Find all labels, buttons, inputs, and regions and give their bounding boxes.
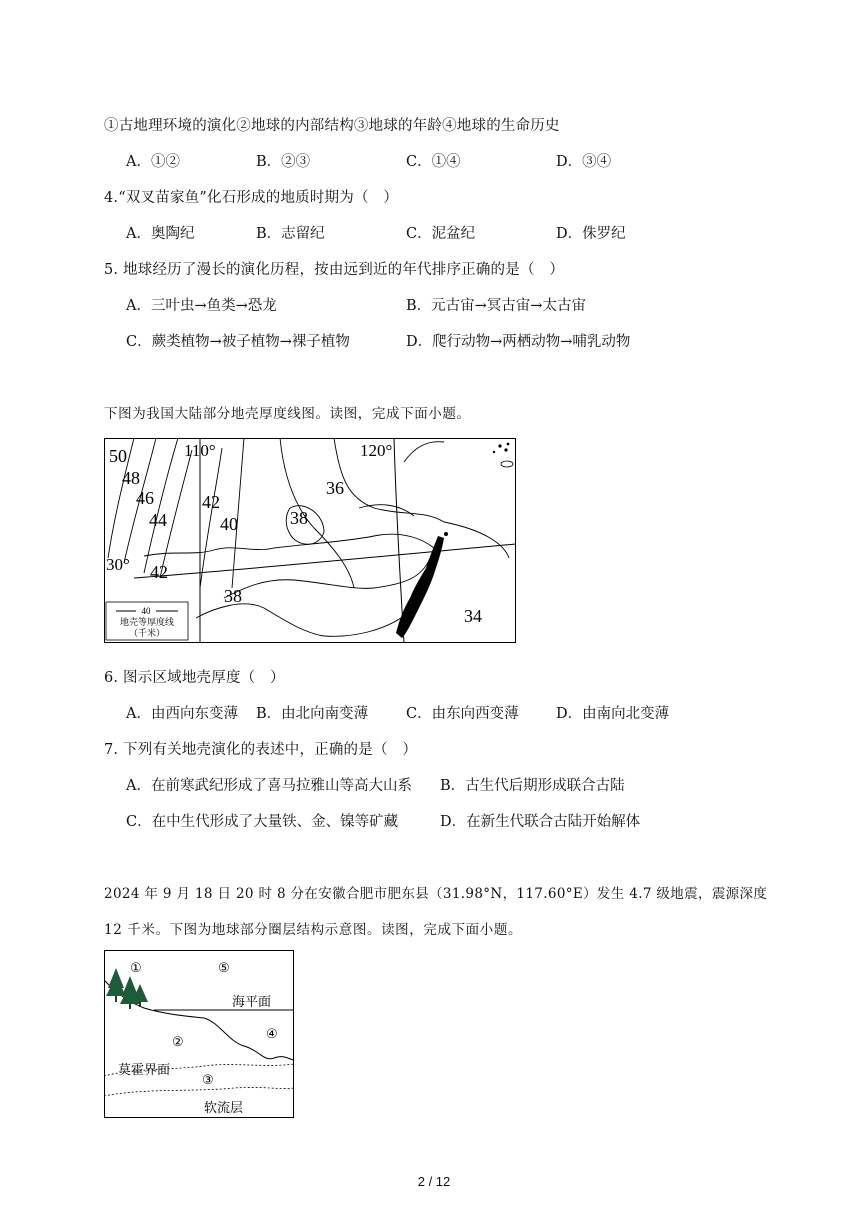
quake-intro-line1: 2024 年 9 月 18 日 20 时 8 分在安徽合肥市肥东县（31.98°N，117.60°E）发生 4.7 级地震，震源深度	[104, 886, 768, 902]
contour-label: 50	[109, 446, 127, 466]
q5-option-c: C．蕨类植物→被子植物→裸子植物	[126, 334, 350, 350]
q5-option-a: A．三叶虫→鱼类→恐龙	[126, 298, 277, 314]
q6-option-a: A．由西向东变薄	[126, 706, 238, 722]
q4-option-c: C．泥盆纪	[406, 226, 476, 242]
q3-stem: ①古地理环境的演化②地球的内部结构③地球的年龄④地球的生命历史	[104, 118, 560, 134]
contour-label: 34	[464, 606, 482, 626]
map-legend	[106, 602, 188, 640]
q4-stem: 4.“双叉苗家鱼”化石形成的地质时期为（ ）	[104, 190, 399, 206]
contour-label: 44	[149, 510, 167, 530]
contour-label: 42	[202, 492, 220, 512]
q3-option-b: B．②③	[256, 154, 311, 170]
q4-option-b: B．志留纪	[256, 226, 325, 242]
sea-level-label: 海平面	[232, 994, 272, 1009]
earth-layers-diagram	[104, 950, 294, 1118]
q6-option-d: D．由南向北变薄	[556, 706, 670, 722]
contour-label: 42	[150, 562, 168, 582]
contour-label: 38	[290, 508, 308, 528]
longitude-110-label: 110°	[184, 441, 216, 460]
latitude-30-label: 30°	[106, 555, 130, 574]
contour-label: 38	[224, 586, 242, 606]
contour-label: 48	[122, 468, 140, 488]
asthenosphere-label: 软流层	[204, 1100, 244, 1115]
legend-unit: （千米）	[128, 628, 166, 638]
quake-intro-line2: 12 千米。下图为地球部分圈层结构示意图。读图，完成下面小题。	[104, 922, 523, 938]
contour-label: 40	[220, 514, 238, 534]
crust-thickness-map	[104, 438, 516, 643]
q3-option-c: C．①④	[406, 154, 461, 170]
moho-label: 莫霍界面	[118, 1062, 171, 1077]
q6-option-b: B．由北向南变薄	[256, 706, 369, 722]
longitude-120-label: 120°	[360, 441, 393, 460]
q3-option-a: A．①②	[126, 154, 180, 170]
q7-option-a: A．在前寒武纪形成了喜马拉雅山等高大山系	[126, 778, 412, 794]
label-1: ①	[130, 960, 142, 975]
q7-option-c: C．在中生代形成了大量铁、金、镍等矿藏	[126, 814, 399, 830]
legend-title: 地壳等厚度线	[119, 617, 175, 627]
q6-option-c: C．由东向西变薄	[406, 706, 519, 722]
contour-label: 36	[326, 478, 344, 498]
q7-stem: 7. 下列有关地壳演化的表述中，正确的是（ ）	[104, 742, 418, 758]
label-5: ⑤	[218, 960, 230, 975]
q7-option-d: D．在新生代联合古陆开始解体	[440, 814, 641, 830]
q4-option-a: A．奥陶纪	[126, 226, 195, 242]
q5-stem: 5. 地球经历了漫长的演化历程，按由远到近的年代排序正确的是（ ）	[104, 262, 565, 278]
q7-option-b: B．古生代后期形成联合古陆	[440, 778, 625, 794]
contour-label: 46	[136, 488, 154, 508]
q3-option-d: D．③④	[556, 154, 612, 170]
label-4: ④	[266, 1026, 278, 1041]
q4-option-d: D．侏罗纪	[556, 226, 626, 242]
legend-value: 40	[141, 606, 151, 616]
label-3: ③	[202, 1072, 214, 1087]
q5-option-d: D．爬行动物→两栖动物→哺乳动物	[406, 334, 631, 350]
q6-stem: 6. 图示区域地壳厚度（ ）	[104, 670, 285, 686]
page-number: 2 / 12	[417, 1174, 451, 1189]
label-2: ②	[172, 1034, 184, 1049]
q5-option-b: B．元古宙→冥古宙→太古宙	[406, 298, 586, 314]
map-intro: 下图为我国大陆部分地壳厚度线图。读图，完成下面小题。	[104, 406, 471, 422]
